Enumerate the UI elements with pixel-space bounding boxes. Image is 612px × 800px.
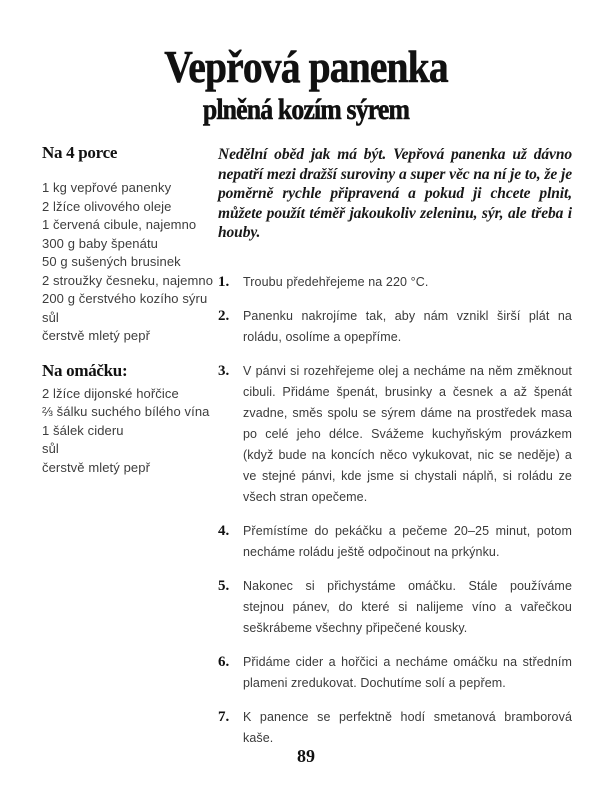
ingredient-item: 200 g čerstvého kozího sýru bbox=[42, 291, 208, 306]
ingredient-item: 2 lžíce olivového oleje bbox=[42, 198, 172, 214]
step-row bbox=[218, 306, 572, 348]
step-text: Troubu předehřejeme na 220 °C. bbox=[243, 274, 429, 289]
recipe-title: Vepřová panenka bbox=[164, 41, 448, 92]
ingredient-item: 2 lžíce dijonské hořčice bbox=[42, 385, 179, 401]
ingredient-item: 1 šálek cideru bbox=[42, 422, 124, 438]
step-row bbox=[218, 652, 572, 694]
step-number: 4. bbox=[218, 522, 230, 539]
step-number: 5. bbox=[218, 577, 230, 594]
recipe-subtitle: plněná kozím sýrem bbox=[202, 93, 410, 126]
step-row bbox=[218, 707, 572, 749]
sauce-ingredient-list bbox=[42, 385, 218, 478]
step-row bbox=[218, 272, 572, 293]
step-text: Nakonec si přichystáme omáčku. Stále používáme stejnou pánev, do které si nalijeme víno a vařečkou seškrábeme všechny připečené kousky. bbox=[243, 578, 572, 635]
step-text: Panenku nakrojíme tak, aby nám vznikl širší plát na roládu, osolíme a opepříme. bbox=[243, 308, 572, 344]
intro-paragraph: Nedělní oběd jak má být. Vepřová panenka už dávno nepatří mezi dražší suroviny a super věc na ní je to, že je poměrně rychle připravená a pokud ji chcete plnit, můžete použít téměř jakoukoliv zeleninu, sýr, ale třeba i houby. bbox=[218, 146, 572, 241]
step-text: K panence se perfektně hodí smetanová bramborová kaše. bbox=[243, 709, 572, 745]
step-text: V pánvi si rozehřejeme olej a necháme na něm změknout cibuli. Přidáme špenát, brusinky a česnek a až špenát zvadne, směs spolu se sýrem dáme na prostředek masa po celé jeho délce. Svážeme kuchyňským provázkem (když bude na koncích něco vykukovat, nic se neděje) a ve stejné pánvi, kde jsme si chystali náplň, si roládu ze všech stran opečeme. bbox=[243, 363, 572, 504]
servings-heading: Na 4 porce bbox=[42, 143, 118, 162]
sauce-heading: Na omáčku: bbox=[42, 360, 128, 380]
page-number: 89 bbox=[297, 746, 315, 766]
ingredient-list bbox=[42, 179, 218, 346]
method-column bbox=[218, 143, 572, 762]
step-row bbox=[218, 576, 572, 639]
ingredient-item: 50 g sušených brusinek bbox=[42, 254, 181, 269]
steps-list bbox=[218, 272, 572, 749]
ingredient-item: čerstvě mletý pepř bbox=[42, 459, 151, 475]
step-number: 1. bbox=[218, 273, 230, 290]
step-number: 6. bbox=[218, 653, 230, 670]
ingredient-item: ⅔ šálku suchého bílého vína bbox=[42, 404, 210, 419]
step-row bbox=[218, 361, 572, 508]
ingredient-item: 2 stroužky česneku, najemno bbox=[42, 272, 214, 288]
ingredient-item: 1 červená cibule, najemno bbox=[42, 217, 197, 232]
recipe-title-block bbox=[0, 42, 612, 127]
step-number: 2. bbox=[218, 307, 230, 324]
ingredient-item: 1 kg vepřové panenky bbox=[42, 180, 172, 195]
step-text: Přidáme cider a hořčici a necháme omáčku na středním plameni zredukovat. Dochutíme solí a pepřem. bbox=[243, 654, 572, 690]
ingredient-item: 300 g baby špenátu bbox=[42, 235, 159, 251]
ingredient-item: sůl bbox=[42, 309, 59, 325]
ingredient-item: sůl bbox=[42, 441, 59, 456]
ingredient-item: čerstvě mletý pepř bbox=[42, 328, 151, 343]
step-number: 3. bbox=[218, 362, 230, 379]
ingredients-column bbox=[42, 143, 218, 477]
step-row bbox=[218, 521, 572, 563]
content-columns bbox=[42, 143, 572, 762]
step-text: Přemístíme do pekáčku a pečeme 20–25 minut, potom necháme roládu ještě odpočinout na prkýnku. bbox=[243, 523, 572, 559]
step-number: 7. bbox=[218, 708, 230, 725]
